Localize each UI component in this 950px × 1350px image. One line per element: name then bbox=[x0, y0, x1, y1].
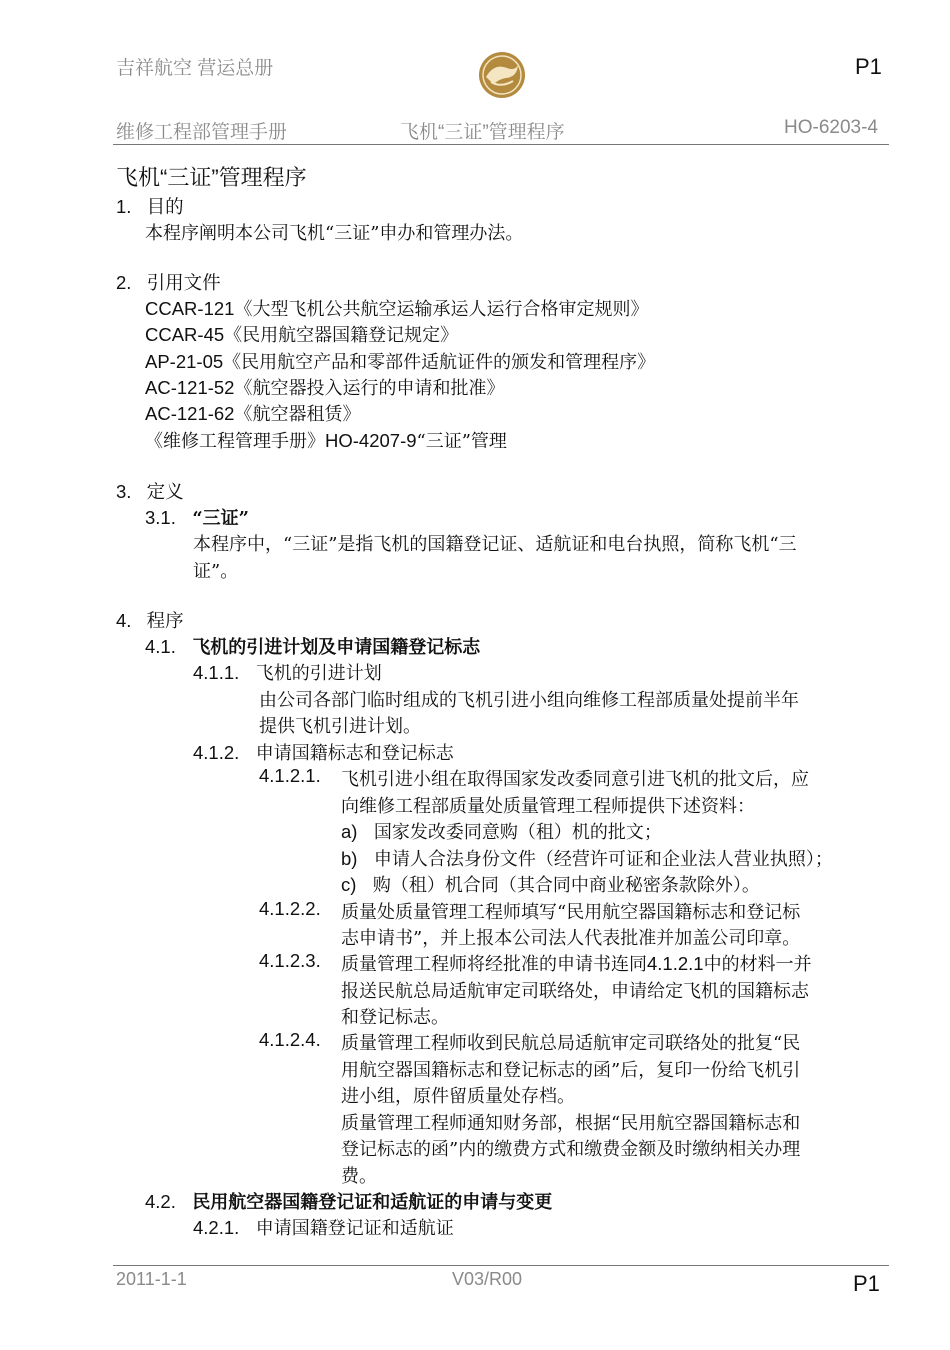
subsection-num: 4.1. bbox=[145, 636, 176, 657]
subsection-num: 4.2. bbox=[145, 1191, 176, 1212]
subsection-4-2-1-heading bbox=[193, 1214, 454, 1240]
company-name: 吉祥航空 营运总册 bbox=[116, 58, 274, 79]
list-text: 国家发改委同意购（租）机的批文； bbox=[373, 822, 662, 843]
section-num: 1. bbox=[116, 196, 132, 217]
section-num: 2. bbox=[116, 272, 132, 293]
subsection-title: 飞机的引进计划及申请国籍登记标志 bbox=[192, 637, 481, 658]
definition-text-line: 证”。 bbox=[193, 561, 239, 582]
subsection-title: “三证” bbox=[192, 508, 250, 529]
reference-name: “三证”管理 bbox=[416, 431, 507, 452]
reference-code: CCAR-45 bbox=[145, 324, 225, 345]
reference-name: 《民用航空产品和零部件适航证件的颁发和管理程序》 bbox=[223, 352, 656, 373]
reference-code: AP-21-05 bbox=[145, 351, 224, 372]
reference-item bbox=[145, 427, 507, 453]
reference-name: 《大型飞机公共航空运输承运人运行合格审定规则》 bbox=[234, 299, 649, 320]
list-marker: a) bbox=[341, 821, 358, 842]
section-title: 目的 bbox=[146, 196, 184, 217]
subsection-num: 4.2.1. bbox=[193, 1217, 240, 1238]
subsection-title: 申请国籍登记证和适航证 bbox=[255, 1218, 454, 1239]
clause-num: 4.1.2.2. bbox=[259, 898, 321, 919]
paragraph-line: 提供飞机引进计划。 bbox=[259, 716, 421, 737]
reference-name: 《航空器投入运行的申请和批准》 bbox=[234, 378, 505, 399]
reference-name: 《维修工程管理手册》 bbox=[145, 431, 325, 452]
paragraph-line: 登记标志的函”内的缴费方式和缴费金额及时缴纳相关办理 bbox=[341, 1139, 801, 1160]
section-num: 3. bbox=[116, 481, 132, 502]
reference-item bbox=[145, 321, 458, 347]
clause-reference: 4.1.2.1 bbox=[647, 953, 704, 974]
paragraph-line: 费。 bbox=[341, 1166, 377, 1187]
paragraph-line: 用航空器国籍标志和登记标志的函”后，复印一份给飞机引 bbox=[341, 1060, 801, 1081]
list-text: 申请人合法身份文件（经营许可证和企业法人营业执照）； bbox=[373, 849, 833, 870]
footer-divider bbox=[113, 1265, 889, 1266]
section-1-heading bbox=[116, 193, 184, 219]
reference-item bbox=[145, 400, 360, 426]
purpose-text: 本程序阐明本公司飞机“三证”申办和管理办法。 bbox=[145, 223, 524, 244]
section-title: 定义 bbox=[146, 481, 184, 502]
subsection-4-2-heading bbox=[145, 1188, 552, 1214]
reference-code: AC-121-52 bbox=[145, 377, 235, 398]
footer-version: V03/R00 bbox=[452, 1269, 523, 1289]
section-title: 引用文件 bbox=[146, 272, 221, 293]
definition-text-line: 本程序中，“三证”是指飞机的国籍登记证、适航证和电台执照，简称飞机“三 bbox=[193, 534, 797, 555]
reference-item bbox=[145, 374, 504, 400]
page-title: 飞机“三证”管理程序 bbox=[116, 165, 307, 190]
footer-page-label: P1 bbox=[853, 1271, 880, 1296]
list-item bbox=[341, 845, 833, 871]
paragraph-line: 由公司各部门临时组成的飞机引进小组向维修工程部质量处提前半年 bbox=[259, 690, 799, 711]
list-marker: c) bbox=[341, 874, 357, 895]
paragraph-line: 质量管理工程师收到民航总局适航审定司联络处的批复“民 bbox=[341, 1033, 801, 1054]
subsection-title: 民用航空器国籍登记证和适航证的申请与变更 bbox=[192, 1192, 553, 1213]
reference-item bbox=[145, 348, 655, 374]
paragraph-line: 向维修工程部质量处质量管理工程师提供下述资料： bbox=[341, 796, 755, 817]
subsection-num: 4.1.1. bbox=[193, 662, 240, 683]
reference-name: 《航空器租赁》 bbox=[234, 404, 361, 425]
paragraph-line: 质量管理工程师通知财务部，根据“民用航空器国籍标志和 bbox=[341, 1113, 801, 1134]
section-3-heading bbox=[116, 478, 184, 504]
airline-logo bbox=[477, 50, 527, 100]
section-title: 程序 bbox=[146, 610, 184, 631]
subsection-4-1-1-heading bbox=[193, 659, 382, 685]
subsection-4-1-2-heading bbox=[193, 739, 454, 765]
clause-num: 4.1.2.1. bbox=[259, 765, 321, 786]
subsection-title: 飞机的引进计划 bbox=[255, 663, 382, 684]
text-run: 中的材料一并 bbox=[703, 954, 812, 975]
section-num: 4. bbox=[116, 610, 132, 631]
subsection-4-1-heading bbox=[145, 633, 480, 659]
paragraph-line: 质量处质量管理工程师填写“民用航空器国籍标志和登记标 bbox=[341, 902, 801, 923]
subsection-3-1-heading bbox=[145, 504, 249, 530]
subsection-num: 4.1.2. bbox=[193, 742, 240, 763]
header-section-title: 飞机“三证”管理程序 bbox=[400, 122, 565, 143]
reference-code: HO-4207-9 bbox=[325, 430, 417, 451]
section-2-heading bbox=[116, 269, 221, 295]
header-divider bbox=[113, 144, 889, 145]
clause-num: 4.1.2.4. bbox=[259, 1029, 321, 1050]
paragraph-line: 进小组，原件留质量处存档。 bbox=[341, 1086, 575, 1107]
footer-date: 2011-1-1 bbox=[116, 1269, 187, 1289]
text-run: 质量管理工程师将经批准的申请书连同 bbox=[341, 954, 647, 975]
reference-name: 《民用航空器国籍登记规定》 bbox=[224, 325, 459, 346]
list-item bbox=[341, 871, 760, 897]
paragraph-line: 飞机引进小组在取得国家发改委同意引进飞机的批文后，应 bbox=[341, 769, 809, 790]
list-text: 购（租）机合同（其合同中商业秘密条款除外）。 bbox=[372, 875, 760, 896]
subsection-num: 3.1. bbox=[145, 507, 176, 528]
paragraph-line: 和登记标志。 bbox=[341, 1007, 449, 1028]
manual-name: 维修工程部管理手册 bbox=[116, 122, 288, 143]
paragraph-line bbox=[341, 950, 812, 976]
list-item bbox=[341, 818, 662, 844]
subsection-title: 申请国籍标志和登记标志 bbox=[255, 743, 454, 764]
reference-code: CCAR-121 bbox=[145, 298, 235, 319]
list-marker: b) bbox=[341, 848, 358, 869]
clause-num: 4.1.2.3. bbox=[259, 950, 321, 971]
section-4-heading bbox=[116, 607, 184, 633]
header-page-label: P1 bbox=[855, 54, 882, 79]
reference-item bbox=[145, 295, 648, 321]
doc-code: HO-6203-4 bbox=[784, 117, 878, 138]
paragraph-line: 志申请书”，并上报本公司法人代表批准并加盖公司印章。 bbox=[341, 928, 801, 949]
paragraph-line: 报送民航总局适航审定司联络处，申请给定飞机的国籍标志 bbox=[341, 981, 809, 1002]
reference-code: AC-121-62 bbox=[145, 403, 235, 424]
